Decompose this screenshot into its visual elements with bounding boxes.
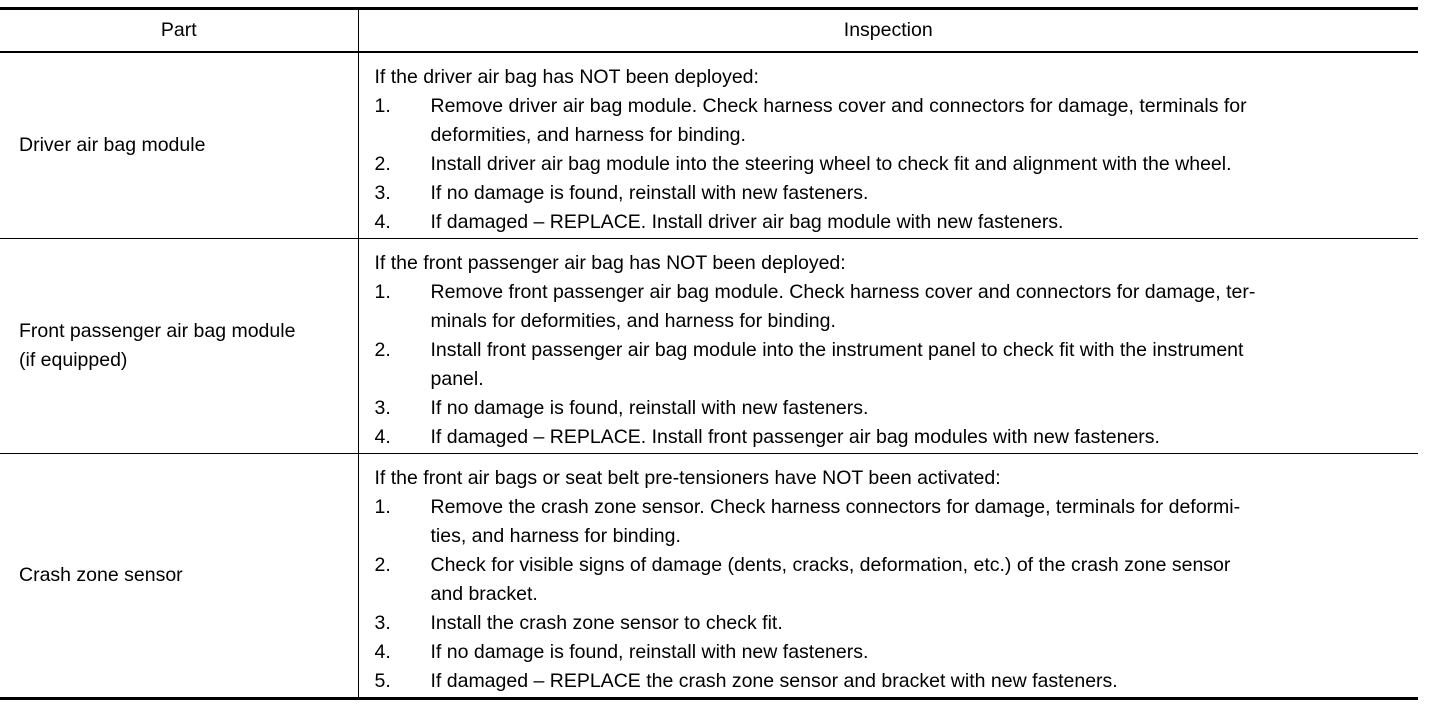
inspection-step (375, 423, 1405, 452)
part-cell (0, 453, 358, 698)
step-text-line: Check for visible signs of damage (dents, cracks, deformation, etc.) of the crash zone sensor (430, 553, 1231, 576)
step-text-line: Remove the crash zone sensor. Check harness connectors for damage, terminals for deformi- (430, 495, 1241, 518)
inspection-step (375, 208, 1405, 237)
table-row (0, 238, 1418, 453)
step-text (431, 609, 1405, 638)
inspection-steps (375, 278, 1405, 452)
inspection-step (375, 336, 1405, 394)
inspection-step (375, 609, 1405, 638)
step-number: 3. (374, 396, 391, 419)
part-name: Driver air bag module (19, 133, 206, 156)
inspection-step (375, 179, 1405, 208)
step-number: 4. (374, 425, 391, 448)
column-header-part: Part (0, 9, 358, 52)
step-text-line: Install driver air bag module into the steering wheel to check fit and alignment with the wheel. (430, 152, 1232, 175)
step-text-line: If damaged – REPLACE. Install driver air bag module with new fasteners. (430, 210, 1064, 233)
inspection-cell (358, 238, 1418, 453)
step-text (431, 208, 1405, 237)
step-number: 1. (374, 94, 391, 117)
inspection-step (375, 667, 1405, 696)
step-number: 3. (374, 181, 391, 204)
part-name: Front passenger air bag module (19, 319, 296, 342)
step-text-line: and bracket. (430, 582, 538, 605)
table-row (0, 52, 1418, 239)
step-text-line: If no damage is found, reinstall with new fasteners. (430, 396, 869, 419)
step-text (431, 179, 1405, 208)
step-text-line: Remove front passenger air bag module. Check harness cover and connectors for damage, ter- (430, 280, 1256, 303)
inspection-condition: If the driver air bag has NOT been deployed: (374, 65, 759, 88)
step-text-line: minals for deformities, and harness for binding. (430, 309, 836, 332)
step-text-line: panel. (430, 367, 484, 390)
step-number: 5. (374, 669, 391, 692)
step-text-line: Remove driver air bag module. Check harness cover and connectors for damage, terminals for (430, 94, 1247, 117)
step-text (431, 336, 1405, 394)
step-number: 4. (374, 640, 391, 663)
step-text (431, 423, 1405, 452)
table-body (0, 52, 1418, 699)
inspection-steps (375, 92, 1405, 237)
step-text (431, 667, 1405, 696)
column-header-inspection: Inspection (358, 9, 1418, 52)
inspection-step (375, 638, 1405, 667)
step-text-line: Install front passenger air bag module into the instrument panel to check fit with the instrument (430, 338, 1244, 361)
step-text-line: If no damage is found, reinstall with new fasteners. (430, 181, 869, 204)
part-name: Crash zone sensor (19, 563, 183, 586)
step-number: 2. (374, 553, 391, 576)
step-text-line: If damaged – REPLACE. Install front passenger air bag modules with new fasteners. (430, 425, 1160, 448)
step-text-line: ties, and harness for binding. (430, 524, 681, 547)
inspection-cell (358, 453, 1418, 698)
inspection-condition: If the front air bags or seat belt pre-tensioners have NOT been activated: (374, 466, 1001, 489)
step-text (431, 394, 1405, 423)
step-number: 4. (374, 210, 391, 233)
part-cell (0, 238, 358, 453)
step-text (431, 278, 1405, 336)
step-text-line: If damaged – REPLACE the crash zone sensor and bracket with new fasteners. (430, 669, 1118, 692)
step-number: 3. (374, 611, 391, 634)
inspection-steps (375, 493, 1405, 696)
inspection-step (375, 551, 1405, 609)
inspection-step (375, 150, 1405, 179)
inspection-step (375, 493, 1405, 551)
inspection-step (375, 394, 1405, 423)
part-cell (0, 52, 358, 239)
inspection-cell (358, 52, 1418, 239)
inspection-table (0, 7, 1418, 700)
step-number: 1. (374, 495, 391, 518)
step-text-line: If no damage is found, reinstall with new fasteners. (430, 640, 869, 663)
step-text (431, 551, 1405, 609)
step-number: 2. (374, 152, 391, 175)
step-text-line: Install the crash zone sensor to check fit. (430, 611, 783, 634)
inspection-step (375, 278, 1405, 336)
inspection-condition: If the front passenger air bag has NOT been deployed: (374, 251, 846, 274)
step-text-line: deformities, and harness for binding. (430, 123, 746, 146)
step-number: 1. (374, 280, 391, 303)
step-text (431, 638, 1405, 667)
step-number: 2. (374, 338, 391, 361)
part-name: (if equipped) (19, 348, 128, 371)
inspection-step (375, 92, 1405, 150)
table-header-row (0, 9, 1418, 52)
step-text (431, 150, 1405, 179)
step-text (431, 92, 1405, 150)
table-row (0, 453, 1418, 698)
step-text (431, 493, 1405, 551)
